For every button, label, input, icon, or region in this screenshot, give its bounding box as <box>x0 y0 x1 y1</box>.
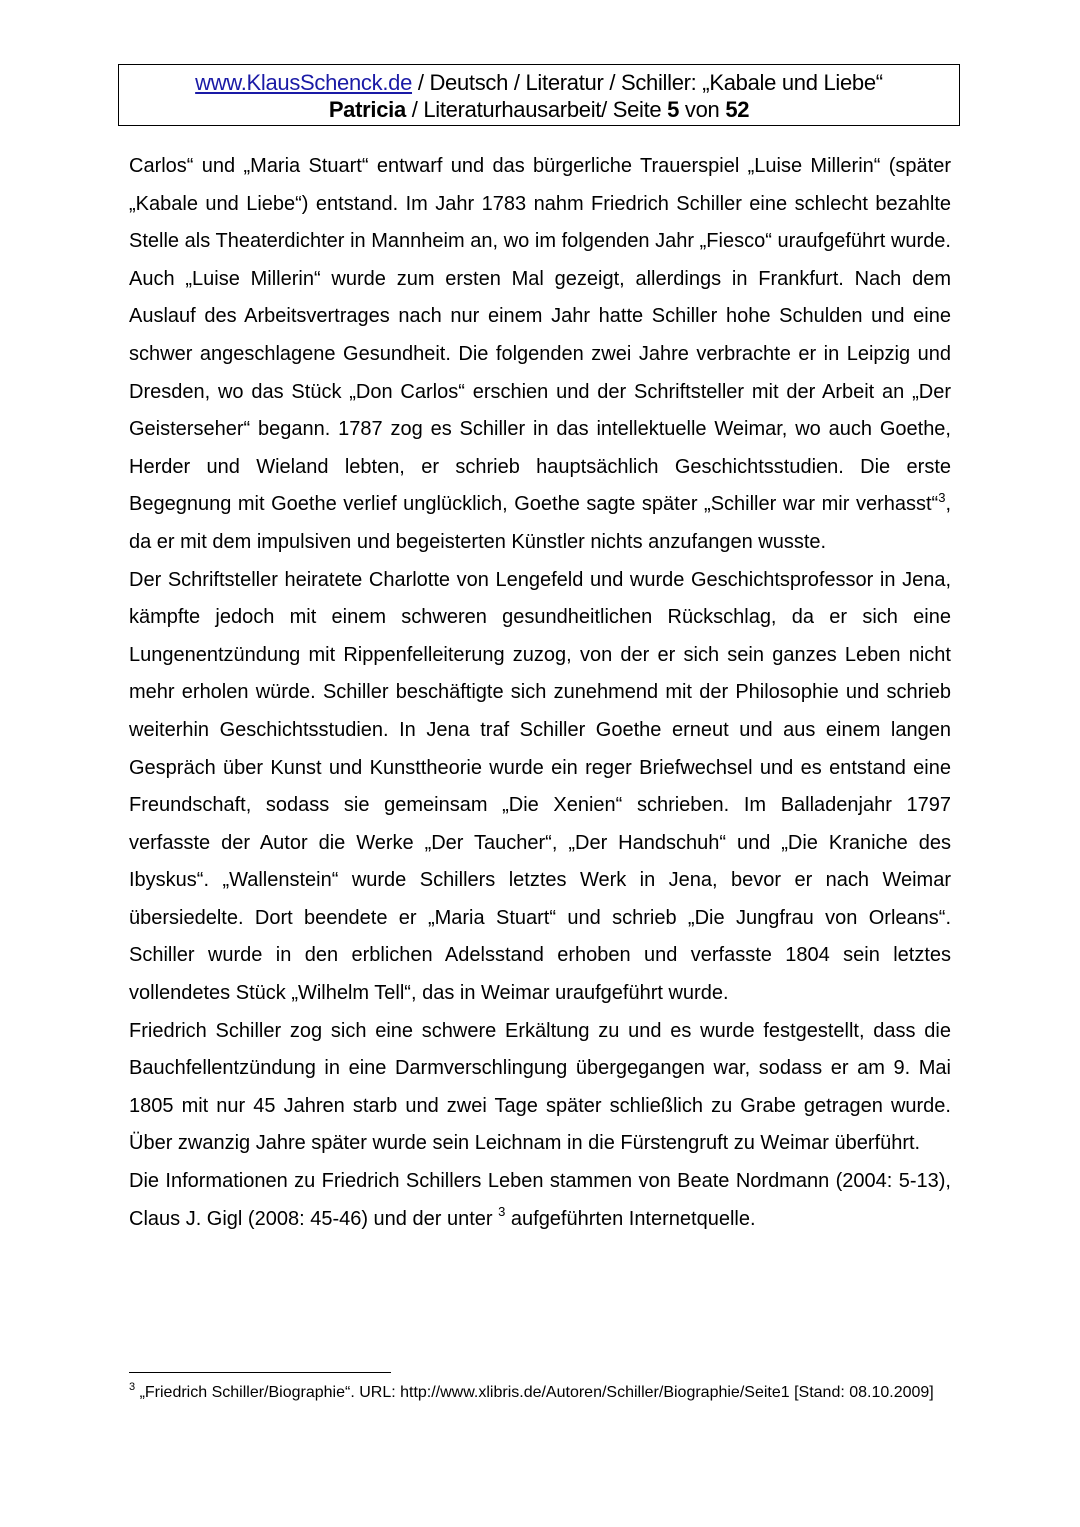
header-line-2 <box>119 96 959 123</box>
page-total: 52 <box>725 97 750 122</box>
page-current: 5 <box>667 97 680 122</box>
paragraph-4-text-b: aufgeführten Internetquelle. <box>505 1207 756 1230</box>
header-line-1 <box>119 69 959 96</box>
paragraph-3: Friedrich Schiller zog sich eine schwere Erkältung zu und es wurde festgestellt, dass die Bauchfellentzündung in eine Darmverschlingung übergegangen war, sodass er am 9. Mai 1805 mit nur 45 Jahren starb und zwei Tage später schließlich zu Grabe getragen wurde. Über zwanzig Jahre später wurde sein Leichnam in die Fürstengruft zu Weimar überführt. <box>129 1019 951 1155</box>
main-text <box>129 148 951 1238</box>
paragraph-1-text-b: , da er mit dem impulsiven und begeisterten Künstler nichts anzufangen wusste. <box>129 493 951 553</box>
paragraph-4 <box>129 1163 951 1238</box>
header-breadcrumb: / Deutsch / Literatur / Schiller: „Kabale und Liebe“ <box>412 70 883 95</box>
paragraph-1-text-a: Carlos“ und „Maria Stuart“ entwarf und das bürgerliche Trauerspiel „Luise Millerin“ (später „Kabale und Liebe“) entstand. Im Jahr 1783 nahm Friedrich Schiller eine schlecht bezahlte Stelle als Theaterdichter in Mannheim an, wo im folgenden Jahr „Fiesco“ uraufgeführt wurde. Auch „Luise Millerin“ wurde zum ersten Mal gezeigt, allerdings in Frankfurt. Nach dem Auslauf des Arbeitsvertrages nach nur einem Jahr hatte Schiller hohe Schulden und eine schwer angeschlagene Gesundheit. Die folgenden zwei Jahre verbrachte er in Leipzig und Dresden, wo das Stück „Don Carlos“ erschien und der Schriftsteller mit der Arbeit an „Der Geisterseher“ begann. 1787 zog es Schiller in das intellektuelle Weimar, wo auch Goethe, Herder und Wieland lebten, er schrieb hauptsächlich Geschichtsstudien. Die erste Begegnung mit Goethe verlief unglücklich, Goethe sagte später „Schiller war mir verhasst“ <box>129 155 951 516</box>
header-author: Patricia <box>328 97 406 122</box>
site-link[interactable]: www.KlausSchenck.de <box>195 70 413 95</box>
paragraph-4-text-a: Die Informationen zu Friedrich Schillers Leben stammen von Beate Nordmann (2004: 5-13), Claus J. Gigl (2008: 45-46) und der unter <box>129 1170 951 1230</box>
footnote <box>129 1382 951 1403</box>
page-header <box>118 64 960 126</box>
page-separator: von <box>679 97 726 122</box>
footnote-divider <box>129 1372 391 1373</box>
footnote-ref[interactable]: 3 <box>938 489 946 505</box>
footnote-text: „Friedrich Schiller/Biographie“. URL: http://www.xlibris.de/Autoren/Schiller/Biographie/Seite1 [Stand: 08.10.2009] <box>135 1384 934 1401</box>
footnote-marker: 3 <box>129 1380 136 1393</box>
footnote-ref[interactable]: 3 <box>498 1203 506 1219</box>
paragraph-1 <box>129 148 951 562</box>
paragraph-2: Der Schriftsteller heiratete Charlotte von Lengefeld und wurde Geschichtsprofessor in Jena, kämpfte jedoch mit einem schweren gesundheitlichen Rückschlag, da er sich eine Lungenentzündung mit Rippenfelleiterung zuzog, von der er sich sein ganzes Leben nicht mehr erholen würde. Schiller beschäftigte sich zunehmend mit der Philosophie und schrieb weiterhin Geschichtsstudien. In Jena traf Schiller Goethe erneut und aus einem langen Gespräch über Kunst und Kunsttheorie wurde ein reger Briefwechsel und es entstand eine Freundschaft, sodass sie gemeinsam „Die Xenien“ schrieben. Im Balladenjahr 1797 verfasste der Autor die Werke „Der Taucher“, „Der Handschuh“ und „Die Kraniche des Ibyskus“. „Wallenstein“ wurde Schillers letztes Werk in Jena, bevor er nach Weimar übersiedelte. Dort beendete er „Maria Stuart“ und schrieb „Die Jungfrau von Orleans“. Schiller wurde in den erblichen Adelsstand erhoben und verfasste 1804 sein letztes vollendetes Stück „Wilhelm Tell“, das in Weimar uraufgeführt wurde. <box>129 568 951 1005</box>
header-doc-type: / Literaturhausarbeit/ Seite <box>405 97 668 122</box>
